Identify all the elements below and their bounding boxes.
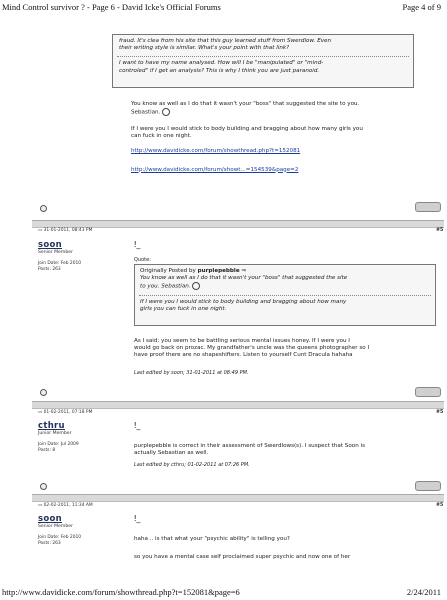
quote-button[interactable] bbox=[415, 387, 441, 397]
body-line: so you have a mental case self proclaimed super psychic and now one of her bbox=[134, 554, 351, 561]
body-line: have proof there are no shapeshifters. Listen to yourself Cunt Dracula hahaha bbox=[134, 352, 353, 359]
quote-line: controled" if I get an analysis? This is why I think you are just paranoid. bbox=[119, 67, 320, 74]
quote-line: girls you can fuck in one night. bbox=[140, 306, 227, 313]
quote-line: fraud. It's clea from his site that this guy learned stuff from Swerdlow. Even bbox=[119, 38, 332, 44]
page-title: Mind Control survivor ? - Page 6 - David Icke's Official Forums bbox=[2, 2, 221, 12]
post-title-icon: ǃ_ bbox=[134, 240, 141, 249]
body-line: You know as well as I do that it wasn't your "boss" that suggested the site to you. bbox=[131, 101, 360, 107]
post-icon: ▭ bbox=[38, 410, 43, 415]
quote-box bbox=[112, 34, 414, 88]
username[interactable]: soon bbox=[38, 514, 62, 524]
post-body bbox=[134, 536, 440, 561]
smiley-icon bbox=[192, 282, 200, 290]
smiley-icon bbox=[162, 108, 170, 116]
post-count: Posts: 8 bbox=[38, 448, 56, 453]
thread-link[interactable]: http://www.davidicke.com/forum/showthread.php?t=152081 bbox=[131, 148, 301, 155]
post-title-icon: ǃ_ bbox=[134, 514, 141, 523]
post-icon: ▭ bbox=[38, 503, 43, 508]
page-count: Page 4 of 9 bbox=[402, 2, 441, 12]
body-line: haha .. is that what your "psychic ability" is telling you? bbox=[134, 536, 290, 542]
user-info bbox=[38, 514, 81, 547]
quote-author: purplepebble bbox=[197, 268, 240, 274]
quote-button[interactable] bbox=[415, 202, 441, 212]
post-status-icon bbox=[40, 205, 47, 212]
post-count: Posts: 263 bbox=[38, 541, 61, 546]
quote-line: If I were you I would stick to body building and bragging about how many bbox=[140, 299, 347, 306]
post-title-icon: ǃ_ bbox=[134, 421, 141, 430]
post-date: ▭ 31-01-2011, 08:43 PM bbox=[38, 228, 93, 233]
post-number[interactable]: #5 bbox=[436, 503, 444, 508]
body-line: Sebastian. bbox=[131, 109, 161, 116]
username[interactable]: soon bbox=[38, 240, 62, 250]
edited-note: Last edited by soon; 31-01-2011 at 08:49 PM. bbox=[134, 370, 249, 376]
body-line: purplepebble is correct in their assessment of Swerdlows(s). I suspect that Soon is bbox=[134, 443, 365, 449]
body-line: would go back on prozac. My grandfather's uncle was the queens photographer so I bbox=[134, 345, 370, 352]
post-count: Posts: 263 bbox=[38, 267, 61, 272]
user-info bbox=[38, 240, 81, 273]
post-number[interactable]: #5 bbox=[436, 228, 444, 233]
post-body bbox=[131, 101, 431, 174]
post-icon: ▭ bbox=[38, 228, 43, 233]
footer-url: http://www.davidicke.com/forum/showthread.php?t=152081&page=6 bbox=[2, 587, 240, 597]
quote-line: I want to have my name analysed. How will I be "manipulated" or "mind- bbox=[119, 60, 324, 67]
post-status-icon bbox=[40, 389, 47, 396]
quote-line: to you. Sebastian. bbox=[140, 283, 191, 290]
quote-label: Quote: bbox=[134, 257, 151, 263]
user-info bbox=[38, 421, 79, 454]
post-date: ▭ 01-02-2011, 07:18 PM bbox=[38, 410, 93, 415]
post-header-bar bbox=[32, 401, 444, 409]
username[interactable]: cthru bbox=[38, 421, 65, 431]
user-role: Senior Member bbox=[38, 524, 73, 529]
body-line: As I said: you seem to be battling serious mental issues honey. If I were you I bbox=[134, 338, 350, 344]
post-body bbox=[134, 443, 440, 457]
quote-box bbox=[134, 264, 436, 326]
thread-link[interactable]: http://www.davidicke.com/forum/showt...=154539&page=2 bbox=[131, 166, 299, 173]
quote-line: You know as well as I do that it wasn't your "boss" that suggested the site bbox=[140, 275, 348, 282]
join-date: Join Date: Jul 2009 bbox=[38, 442, 79, 447]
body-line: can fuck in one night. bbox=[131, 133, 192, 140]
user-role: Junior Member bbox=[38, 431, 72, 436]
post-header-bar bbox=[32, 494, 444, 502]
post-status-icon bbox=[40, 483, 47, 490]
post-number[interactable]: #5 bbox=[436, 410, 444, 415]
user-role: Senior Member bbox=[38, 250, 73, 255]
body-line: If I were you I would stick to body building and bragging about how many girls you bbox=[131, 125, 363, 132]
footer-date: 2/24/2011 bbox=[406, 587, 441, 597]
edited-note: Last edited by cthru; 01-02-2011 at 07:26 PM. bbox=[134, 462, 250, 468]
quote-header: Originally Posted by bbox=[140, 268, 196, 274]
post-body bbox=[134, 338, 440, 360]
quote-line: their writing style is similar. What's your point with that link? bbox=[119, 45, 290, 52]
quote-button[interactable] bbox=[415, 481, 441, 491]
body-line: actually Sebastian as well. bbox=[134, 450, 209, 457]
post-header-bar bbox=[32, 220, 444, 228]
join-date: Join Date: Feb 2010 bbox=[38, 261, 82, 266]
post-date: ▭ 02-02-2011, 11:34 AM bbox=[38, 503, 93, 508]
quote-source-icon[interactable]: ⇒ bbox=[241, 268, 247, 274]
join-date: Join Date: Feb 2010 bbox=[38, 535, 82, 540]
